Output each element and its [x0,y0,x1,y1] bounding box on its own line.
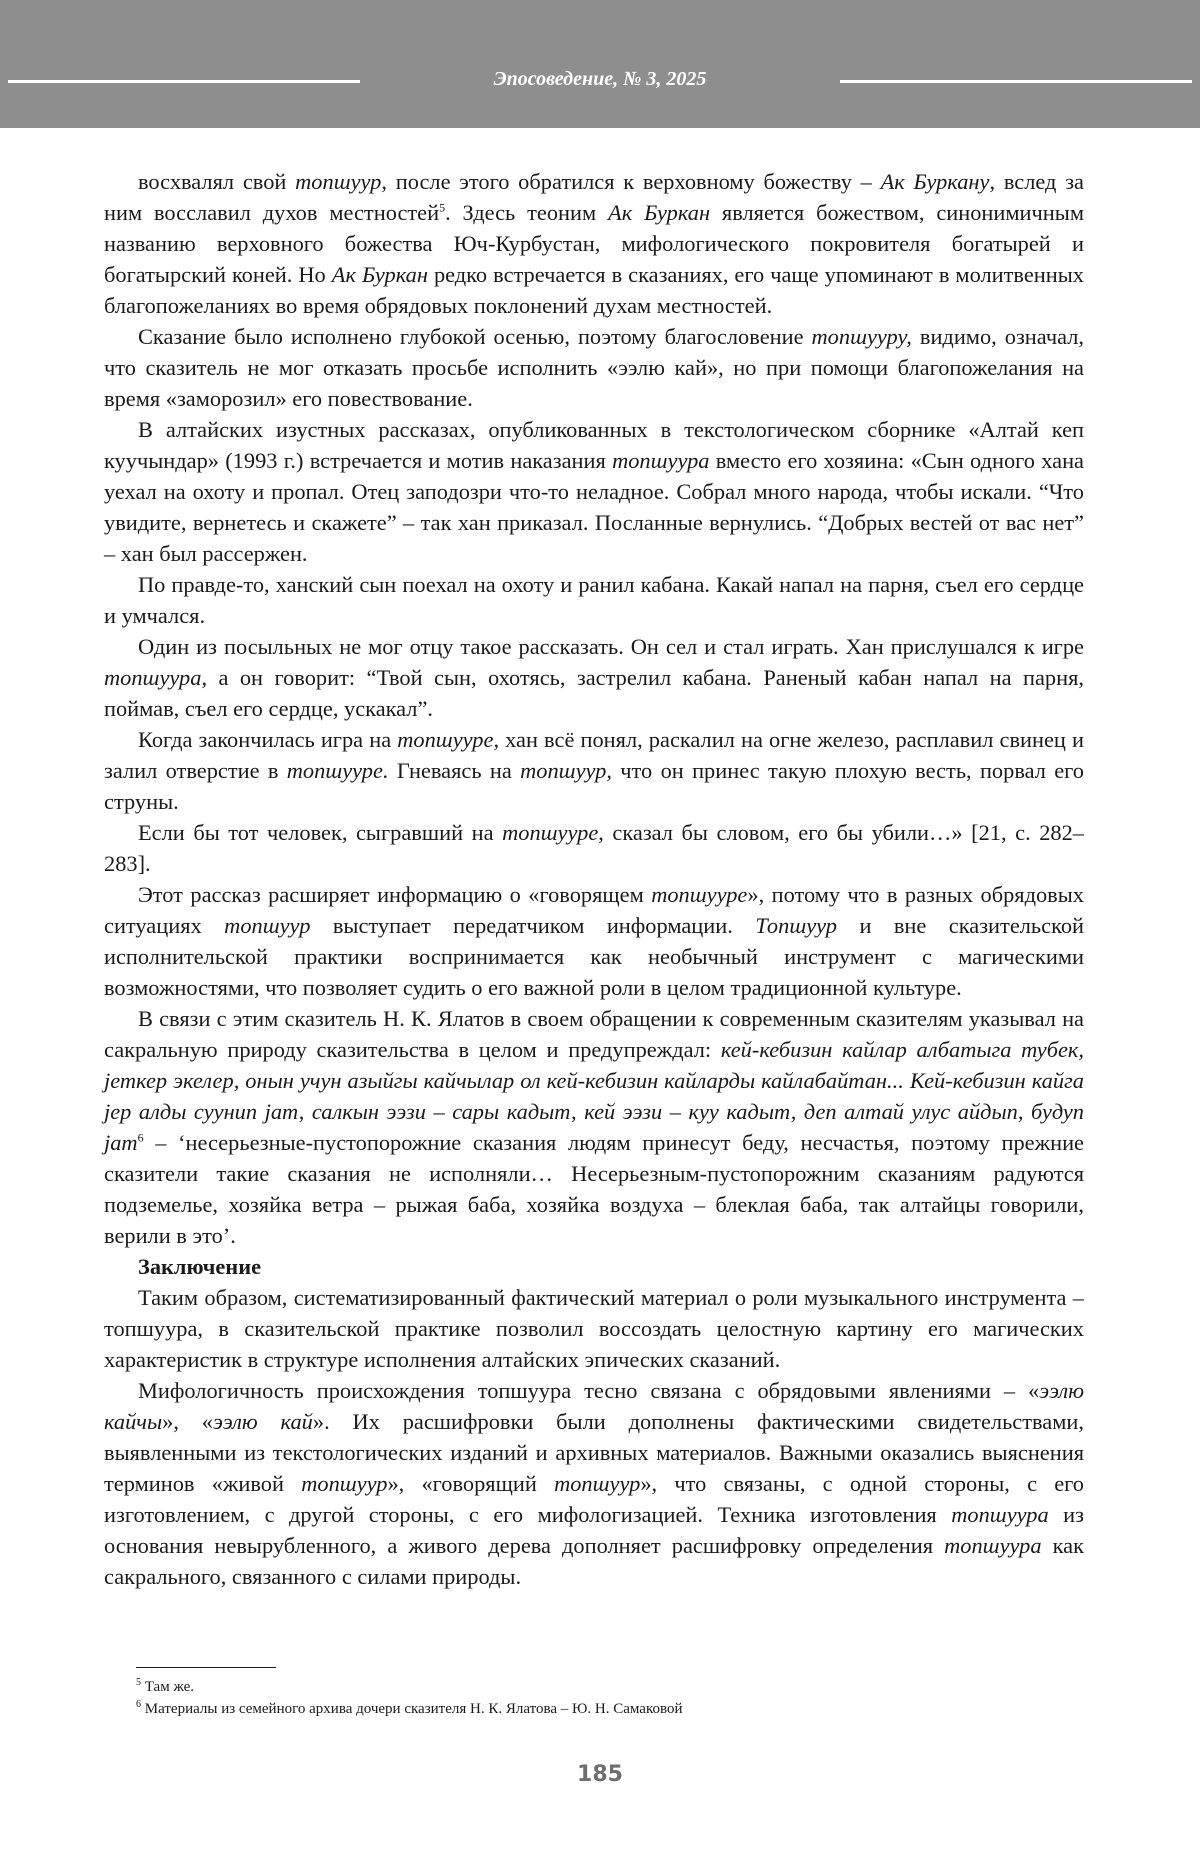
header-rule-left [8,80,360,83]
paragraph [104,569,1084,631]
text-run: является божеством, синонимичным названию верховного божества Юч-Курбустан, мифологического покровителя богатырей и богатырский коней. Но [104,200,1084,287]
footnote-text: Там же. [141,1679,195,1695]
text-run: Таким образом, систематизированный фактический материал о роли музыкального инструмента – топшуура, в сказительской практике позволил воссоздать целостную картину его магических характеристик в структуре исполнения алтайских эпических сказаний. [104,1285,1084,1372]
paragraph [104,321,1084,414]
italic-term: ээлю кай [212,1409,313,1434]
journal-header [0,0,1200,128]
text-run: , сказал бы словом, его бы убили…» [21, с. 282–283]. [104,820,1085,876]
footnote-5 [136,1676,1036,1698]
text-run: Сказание было исполнено глубокой осенью, поэтому благословение [138,324,812,349]
paragraph [104,1375,1084,1592]
page-number: 185 [577,1762,623,1787]
italic-term: топшуура [104,665,202,690]
text-run: ». Их расшифровки были дополнены фактическими свидетельствами, выявленными из текстологических изданий и архивных материалов. Важными оказались выяснения терминов «живой [104,1409,1084,1496]
text-run: Гневаясь на [388,758,521,783]
italic-term: Ак Буркан [331,262,428,287]
text-run: Этот рассказ расширяет информацию о «говорящем [138,882,652,907]
text-run: видимо, означал, что сказитель не мог отказать просьбе исполнить «ээлю кай», но при помощи благопожелания на время «заморозил» его повествование. [104,324,1084,411]
footnote-6 [136,1698,1036,1720]
text-run: из основания невырубленного, а живого дерева дополняет расшифровку определения [104,1502,1084,1558]
footnote-text: Материалы из семейного архива дочери сказителя Н. К. Ялатова – Ю. Н. Самаковой [141,1701,683,1717]
footnote-number: 5 [136,1677,141,1688]
italic-term: топшууре [651,882,748,907]
text-run: , после этого обратился к верховному божеству – [381,169,881,194]
text-run: редко встречается в сказаниях, его чаще упоминают в молитвенных благопожеланиях во время обрядовых поклонений духам местностей. [104,262,1085,318]
header-rule-right [840,80,1192,83]
italic-term: Топшуур [755,913,837,938]
italic-term: топшуура [944,1533,1042,1558]
footnote-ref: 6 [137,1130,144,1145]
text-run: вместо его хозяина: «Сын одного хана уехал на охоту и пропал. Отец заподозри что-то неладное. Собрал много народа, чтобы искали. “Что увидите, вернетесь и скажете” – так хан приказал. Посланные вернулись. “Добрых вестей от вас нет” – хан был рассержен. [104,448,1084,566]
italic-term: топшуур, [520,758,612,783]
article-body [104,166,1084,1592]
heading-text: Заключение [138,1254,262,1279]
italic-term: топшуура [612,448,710,473]
italic-term: топшууре [397,727,494,752]
text-run: », « [162,1409,213,1434]
paragraph [104,724,1084,817]
text-run: , хан всё понял, раскалил на огне железо, расплавил свинец и залил отверстие в [104,727,1084,783]
footnote-rule [136,1667,276,1668]
text-run: восхвалял свой [138,169,296,194]
paragraph [104,1282,1084,1375]
text-run: Если бы тот человек, сыгравший на [138,820,503,845]
text-run: », потому что в разных обрядовых ситуациях [104,882,1084,938]
footnote-number: 6 [136,1699,141,1710]
text-run: , вслед за ним восславил духов местностей [104,169,1084,225]
italic-term: топшууру, [811,324,912,349]
paragraph [104,879,1084,1003]
italic-term: топшуур [554,1471,641,1496]
text-run: », «говорящий [387,1471,555,1496]
text-run: . Здесь теоним [445,200,609,225]
text-run: Мифологичность происхождения топшуура тесно связана с обрядовыми явлениями – « [138,1378,1040,1403]
italic-term: ээлю кайчы [104,1378,1084,1434]
text-run: По правде-то, ханский сын поехал на охоту и ранил кабана. Какай напал на парня, съел его сердце и умчался. [104,572,1084,628]
text-run: – ‘несерьезные-пустопорожние сказания людям принесут беду, несчастья, поэтому прежние сказители такие сказания не исполняли… Несерьезным-пустопорожним сказаниям радуются подземелье, хозяйка ветра – рыжая баба, хозяйка воздуха – блеклая баба, так алтайцы говорили, верили в это’. [104,1130,1084,1248]
text-run: Один из посыльных не мог отцу такое рассказать. Он сел и стал играть. Хан прислушался к игре [138,634,1084,659]
text-run: В связи с этим сказитель Н. К. Ялатов в своем обращении к современным сказителям указывал на сакральную природу сказительства в целом и предупреждал: [104,1006,1084,1062]
italic-term: Ак Буркану [880,169,990,194]
italic-term: топшуур [224,913,311,938]
text-run: Когда закончилась игра на [138,727,398,752]
text-run: », что связаны, с одной стороны, с его изготовлением, с другой стороны, с его мифологизацией. Техника изготовления [104,1471,1085,1527]
text-run: что он принес такую плохую весть, порвал его струны. [104,758,1084,814]
paragraph [104,166,1084,321]
italic-term: топшууре [502,820,599,845]
text-run: и вне сказительской исполнительской практики воспринимается как необычный инструмент с магическими возможностями, что позволяет судить о его важной роли в целом традиционной культуре. [104,913,1084,1000]
paragraph [104,414,1084,569]
footnotes [136,1676,1036,1720]
footnote-ref: 5 [439,200,446,215]
text-run: выступает передатчиком информации. [310,913,756,938]
text-run: , а он говорит: “Твой сын, охотясь, застрелил кабана. Раненый кабан напал на парня, поймав, съел его сердце, ускакал”. [104,665,1084,721]
italic-term: кей-кебизин кайлар албатыга тубек, јеткер экелер, онын учун азыйгы кайчылар ол кей-кебизин кайларды кайлабайтан... Кей-кебизин кайга јер алды суунип јат, салкын ээзи – сары кадыт, кей ээзи – куу кадыт, деп алтай улус айдып, будуп јат [104,1037,1084,1155]
italic-term: Ак Буркан [608,200,711,225]
italic-term: топшуура [951,1502,1049,1527]
journal-title: Эпосоведение, № 3, 2025 [493,68,707,90]
italic-term: топшууре. [286,758,389,783]
paragraph [104,1003,1084,1251]
italic-term: топшуур [295,169,382,194]
paragraph [104,817,1084,879]
italic-term: топшуур [301,1471,388,1496]
paragraph [104,631,1084,724]
text-run: В алтайских изустных рассказах, опубликованных в текстологическом сборнике «Алтай кеп куучындар» (1993 г.) встречается и мотив наказания [104,417,1084,473]
section-heading [104,1251,1084,1282]
text-run: как сакрального, связанного с силами природы. [104,1533,1084,1589]
